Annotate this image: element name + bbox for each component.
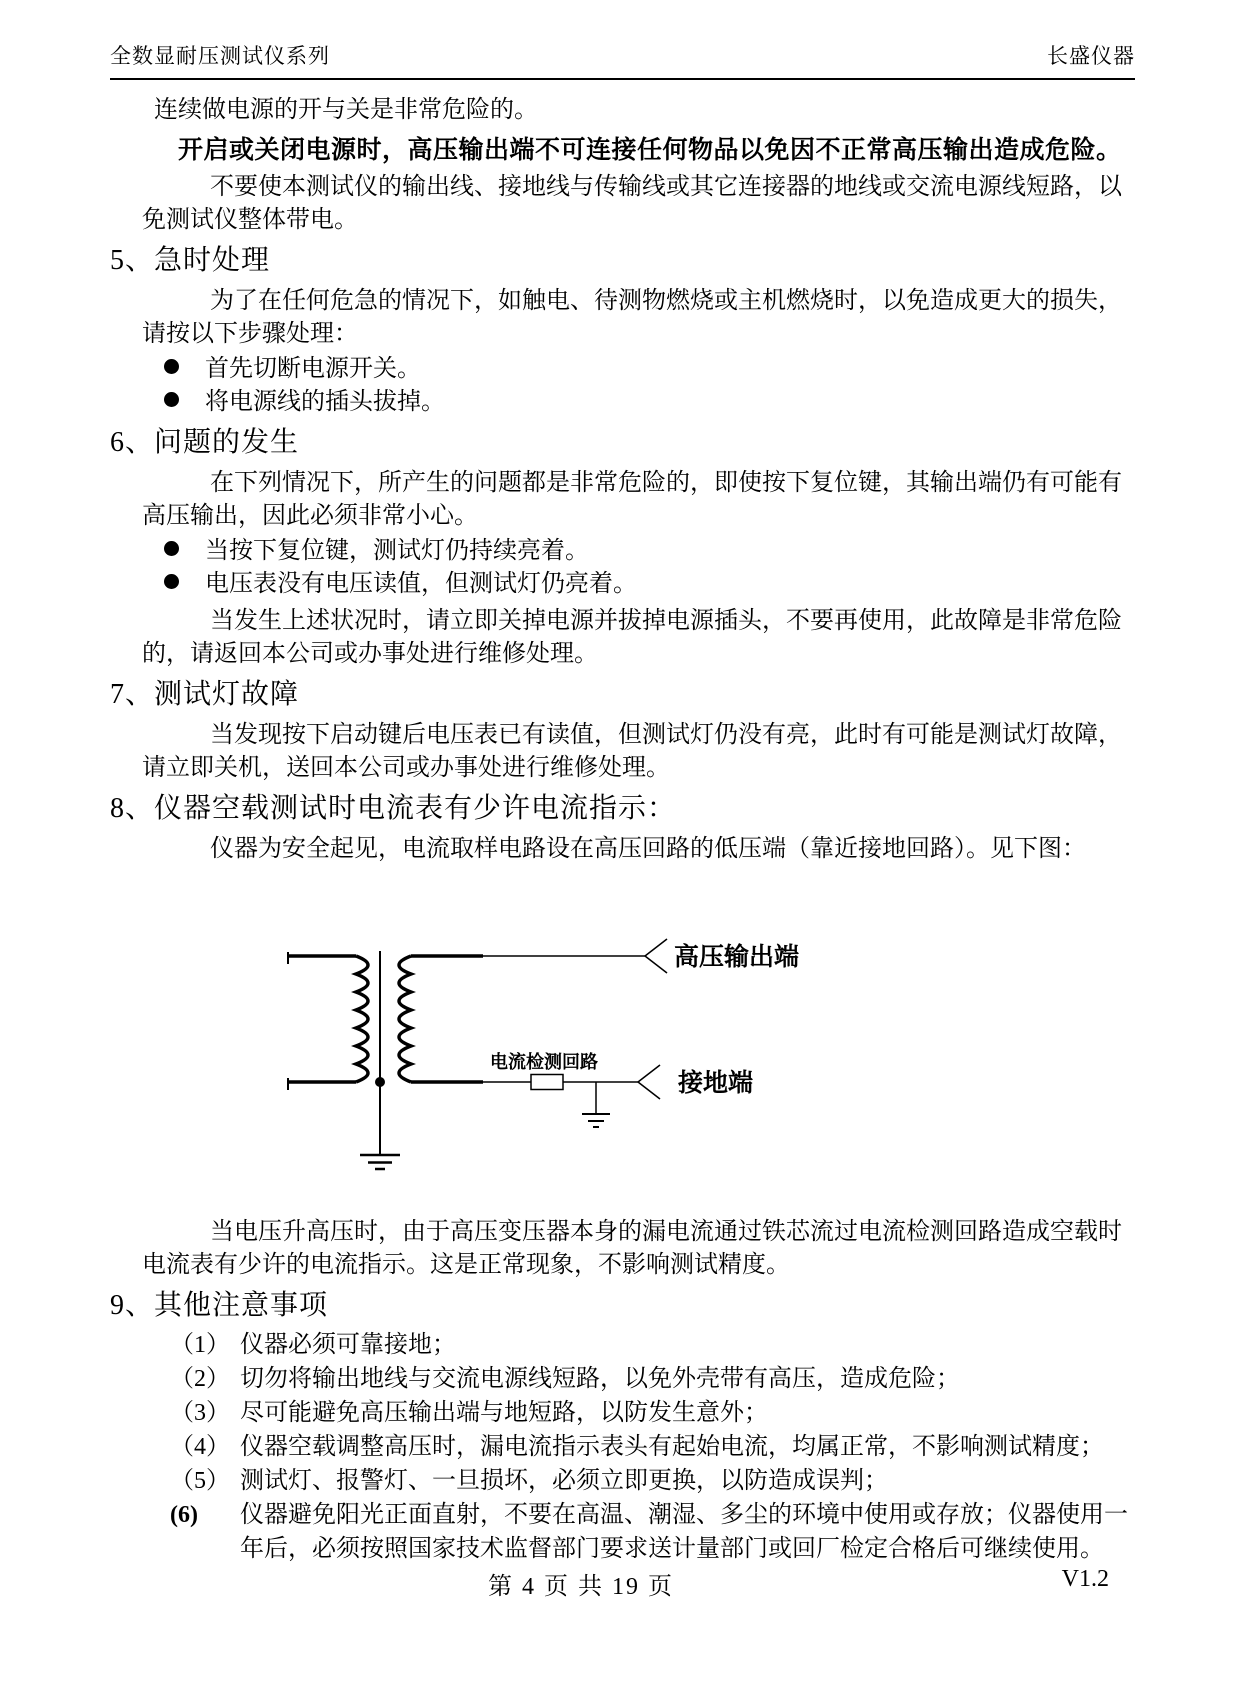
- section-5-bullet-list: [164, 353, 1135, 419]
- transformer-primary-coil: [288, 952, 368, 1090]
- section-6-bullet-list: [164, 535, 1135, 601]
- item-number: （4）: [170, 1434, 230, 1460]
- warning-detail-paragraph: 不要使本测试仪的输出线、接地线与传输线或其它连接器的地线或交流电源线短路，以免测试仪整体带电。: [142, 174, 1122, 233]
- section-9-numbered-list: [170, 1328, 1135, 1566]
- hv-output-label: 高压输出端: [674, 943, 800, 971]
- bullet-icon: [164, 392, 179, 407]
- numbered-item: [170, 1464, 1135, 1498]
- transformer-circuit-svg: [268, 872, 828, 1177]
- numbered-item: [170, 1396, 1135, 1430]
- bullet-text: 首先切断电源开关。: [205, 356, 421, 382]
- hv-output-arrow-icon: [645, 939, 667, 973]
- list-item: [164, 353, 1135, 386]
- current-detect-label: 电流检测回路: [490, 1052, 598, 1072]
- item-text: 切勿将输出地线与交流电源线短路，以免外壳带有高压，造成危险；: [240, 1366, 960, 1392]
- item-number: （1）: [170, 1332, 230, 1358]
- item-number: （2）: [170, 1366, 230, 1392]
- section-7-title: 7、测试灯故障: [110, 679, 300, 710]
- numbered-item: [170, 1362, 1135, 1396]
- section-5-title: 5、急时处理: [110, 245, 271, 276]
- header-brand: 长盛仪器: [1047, 44, 1135, 68]
- section-8-paragraph: 仪器为安全起见，电流取样电路设在高压回路的低压端（靠近接地回路）。见下图：: [210, 836, 1086, 862]
- transformer-secondary-coil: [399, 956, 411, 1082]
- ground-terminal-arrow-icon: [638, 1065, 660, 1099]
- item-text: 仪器避免阳光正面直射，不要在高温、潮湿、多尘的环境中使用或存放；仪器使用一年后，必须按照国家技术监督部门要求送计量部门或回厂检定合格后可继续使用。: [240, 1502, 1128, 1562]
- header-series-title: 全数显耐压测试仪系列: [110, 44, 330, 68]
- numbered-item: [170, 1498, 1135, 1566]
- numbered-item: [170, 1430, 1135, 1464]
- section-9-title: 9、其他注意事项: [110, 1290, 329, 1321]
- item-number: (6): [170, 1502, 198, 1528]
- page-header: [110, 40, 1135, 80]
- section-6-title: 6、问题的发生: [110, 427, 300, 458]
- intro-continuation-paragraph: 连续做电源的开与关是非常危险的。: [154, 97, 538, 123]
- item-text: 仪器必须可靠接地；: [240, 1332, 456, 1358]
- bullet-text: 将电源线的插头拔掉。: [205, 389, 445, 415]
- junction-dot: [375, 1077, 385, 1087]
- item-text: 仪器空载调整高压时，漏电流指示表头有起始电流，均属正常，不影响测试精度；: [240, 1434, 1104, 1460]
- list-item: [164, 568, 1135, 601]
- bullet-text: 电压表没有电压读值，但测试灯仍亮着。: [205, 571, 637, 597]
- bullet-icon: [164, 574, 179, 589]
- bullet-icon: [164, 359, 179, 374]
- ground-terminal-label: 接地端: [678, 1069, 754, 1097]
- version-label: V1.2: [1061, 1566, 1109, 1592]
- item-number: （3）: [170, 1400, 230, 1426]
- list-item: [164, 386, 1135, 419]
- section-5-paragraph: 为了在任何危急的情况下，如触电、待测物燃烧或主机燃烧时，以免造成更大的损失，请按以下步骤处理：: [142, 288, 1122, 347]
- section-6-paragraph-1: 在下列情况下，所产生的问题都是非常危险的，即使按下复位键，其输出端仍有可能有高压输出，因此必须非常小心。: [142, 470, 1122, 529]
- section-8-paragraph-after-diagram: 当电压升高压时，由于高压变压器本身的漏电流通过铁芯流过电流检测回路造成空载时电流表有少许的电流指示。这是正常现象，不影响测试精度。: [142, 1219, 1122, 1278]
- list-item: [164, 535, 1135, 568]
- numbered-item: [170, 1328, 1135, 1362]
- bold-warning-line: 开启或关闭电源时，高压输出端不可连接任何物品以免因不正常高压输出造成危险。: [178, 136, 1122, 164]
- tap-ground-symbol-icon: [582, 1114, 610, 1127]
- item-text: 测试灯、报警灯、一旦损坏，必须立即更换，以防造成误判；: [240, 1468, 888, 1494]
- item-text: 尽可能避免高压输出端与地短路，以防发生意外；: [240, 1400, 768, 1426]
- section-7-paragraph: 当发现按下启动键后电压表已有读值，但测试灯仍没有亮，此时有可能是测试灯故障，请立即关机，送回本公司或办事处进行维修处理。: [142, 722, 1122, 781]
- bullet-text: 当按下复位键，测试灯仍持续亮着。: [205, 538, 589, 564]
- circuit-diagram: [268, 872, 1135, 1180]
- bullet-icon: [164, 541, 179, 556]
- section-6-paragraph-2: 当发生上述状况时，请立即关掉电源并拔掉电源插头，不要再使用，此故障是非常危险的，请返回本公司或办事处进行维修处理。: [142, 608, 1122, 667]
- item-number: （5）: [170, 1468, 230, 1494]
- current-sampling-resistor: [531, 1075, 563, 1090]
- page-number-indicator: 第 4 页 共 19 页: [488, 1574, 674, 1600]
- section-8-title: 8、仪器空载测试时电流表有少许电流指示：: [110, 793, 677, 824]
- core-ground-symbol-icon: [360, 1155, 400, 1169]
